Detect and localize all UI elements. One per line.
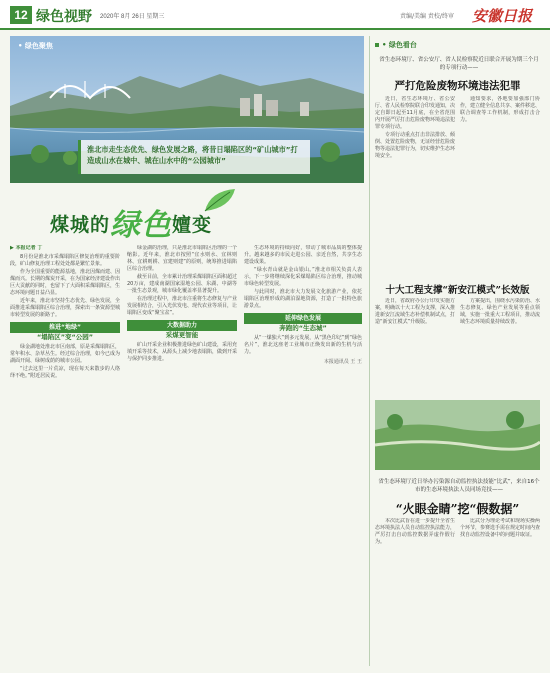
source-line: 本报通讯员 王 王 — [323, 359, 362, 365]
paragraph: 方案提出，围绕水污染防治、水生态修复、绿色产业发展等重点领域，实施一批重大工程项目，推动流域生态环境质量持续改善。 — [460, 298, 540, 325]
byline: ▶ 本报记者 丁 — [10, 245, 43, 251]
kicker-1: 省生态环境厅、省公安厅、省人民检察院近日联合开展为期三个月的专项行动—— — [379, 57, 539, 71]
page-number: 12 — [10, 6, 32, 24]
newspaper-logo: 安徽日报 — [472, 7, 533, 25]
issue-date: 2020年 8月 26日 星期三 — [100, 14, 165, 20]
paragraph: 本次比武旨在进一步提升全省生态环境执法人员自动监控执法能力，严厉打击自动监控数据弄虚作假行为。 — [375, 518, 455, 545]
paragraph: 近年来，淮北市坚持生态优先、绿色发展，全面推进采煤塌陷区综合治理，探索出一条资源型城市转型发展的新路子。 — [10, 298, 120, 318]
right-article-1-col-b — [460, 96, 540, 276]
subhead-2: 大数据助力 — [127, 320, 237, 331]
right-article-1-col-a — [375, 96, 455, 276]
article-title-1: 严打危险废物环境违法犯罪 — [394, 80, 521, 92]
paragraph: 与此同时，淮北市大力发展文化旅游产业，依托塌陷区治理形成的湖泊湿地资源，打造了一批特色旅游景点。 — [244, 289, 362, 309]
page-masthead — [0, 0, 550, 30]
subhead-1-title: “塌陷区”变“公园” — [36, 333, 94, 341]
paragraph: “绿水青山就是金山银山。”淮北市相关负责人表示，下一步将继续深化采煤塌陷区综合治理，推动城市绿色转型发展。 — [244, 267, 362, 287]
paragraph: 8月份是淮北市采煤塌陷区修复治理的重要阶段，矿山修复治理工程处处都是繁忙景象。 — [10, 254, 120, 267]
article-title-2: 十大工程支撑“新安江模式”长效版 — [385, 285, 530, 296]
editor-info: 责编/美编 责校/终审 — [400, 13, 454, 20]
paragraph: 近日，省政府办公厅印发实施方案，明确以十大工程为支撑，深入推进新安江流域生态补偿机制试点，打造“新安江模式”升级版。 — [375, 298, 455, 325]
paragraph: “过去这里一片荒凉，现在每天来散步的人络绎不绝。”附近居民说。 — [10, 366, 120, 379]
article-column-2 — [127, 245, 237, 670]
headline-area — [10, 186, 364, 242]
kicker-3: 省生态环境厅近日举办污染源自动监控执法技能“比武”，来自16个市的生态环境执法人员同场竞技—— — [378, 479, 540, 493]
headline-accent: 绿色 — [110, 208, 173, 243]
paragraph: 绿金湖的治理，只是淮北市塌陷区治理的一个缩影。近年来，淮北市按照“宜水则水、宜林则林、宜耕则耕、宜建则建”的原则，统筹推进塌陷区综合治理。 — [127, 245, 237, 272]
article-column-1 — [10, 245, 120, 670]
right-article-3-col-a — [375, 518, 455, 668]
section-title: 绿色视野 — [36, 9, 92, 25]
paragraph: 作为全国重要的能源基地，淮北因煤而建、因煤而兴。长期的煤炭开采，在为国家经济建设作出巨大贡献的同时，也留下了大面积采煤塌陷区，生态环境问题日益凸显。 — [10, 269, 120, 296]
headline-prefix: 煤城的 — [50, 214, 111, 236]
paragraph: 绿金湖地处淮北市区南部，原是采煤塌陷区，常年积水、杂草丛生。经过综合治理，如今已成为湖面开阔、绿树成荫的城市公园。 — [10, 344, 120, 364]
subhead-2-title: 采煤更智能 — [165, 331, 199, 339]
hero-caption: 淮北市走生态优先、绿色发展之路，将昔日塌陷区的“矿山城市”打造成山水在城中、城在山水中的“公园城市” — [78, 140, 310, 174]
park-photo — [375, 400, 540, 470]
column-divider — [369, 36, 370, 666]
paragraph: 通知要求，各地要加强部门协作，建立健全信息共享、案件移送、联合调查等工作机制，形成打击合力。 — [460, 96, 540, 123]
headline-suffix: 嬗变 — [172, 214, 213, 236]
paragraph: 矿山开采企业积极推进绿色矿山建设，采用充填开采等技术，从源头上减少地表塌陷，做到开采与保护同步推进。 — [127, 342, 237, 362]
paragraph: 在治理过程中，淮北市注重将生态修复与产业发展相结合，引入光伏发电、现代农业等项目，让塌陷区变成“聚宝盆”。 — [127, 296, 237, 316]
paragraph: 生态环境的持续向好，带动了城市品质的整体提升。越来越多的市民走进公园、亲近自然，共享生态建设成果。 — [244, 245, 362, 265]
paragraph: 从“一煤独大”到多元发展，从“黑色印记”到“绿色名片”，淮北这座老工业城市正焕发出新的生机与活力。 — [244, 335, 362, 355]
subhead-1: 推进“地绿” — [10, 322, 120, 333]
hero-tag: • 绿色聚焦 — [18, 42, 53, 50]
right-article-3-col-b — [460, 518, 540, 668]
right-photo — [375, 400, 540, 470]
paragraph: 专项行动重点打击非法排放、倾倒、处置危险废物，无证经营危险废物等违法犯罪行为，切实维护生态环境安全。 — [375, 132, 455, 159]
main-headline — [50, 196, 213, 243]
article-title-3: “火眼金睛”挖“假数据” — [395, 502, 520, 516]
right-section-label: • 绿色看台 — [375, 40, 417, 50]
subhead-3-title: 奔跑的“生态城” — [279, 324, 327, 332]
paragraph: 比武分为理论考试和现场实操两个环节，参赛选手需在规定时间内查找自动监控设备中的问题并取证。 — [460, 518, 540, 538]
article-column-3 — [244, 245, 362, 670]
paragraph: 截至目前，全市累计治理采煤塌陷区面积超过20万亩，建成南湖国家湿地公园、东湖、中湖等一批生态景观，城市绿化覆盖率显著提升。 — [127, 274, 237, 294]
leaf-icon — [200, 186, 240, 216]
paragraph: 近日，省生态环境厅、省公安厅、省人民检察院联合印发通知，决定自即日起至11月底，在全省范围内开展严厉打击危险废物环境违法犯罪专项行动。 — [375, 96, 455, 130]
subhead-3: 延伸绿色发展 — [244, 313, 362, 324]
